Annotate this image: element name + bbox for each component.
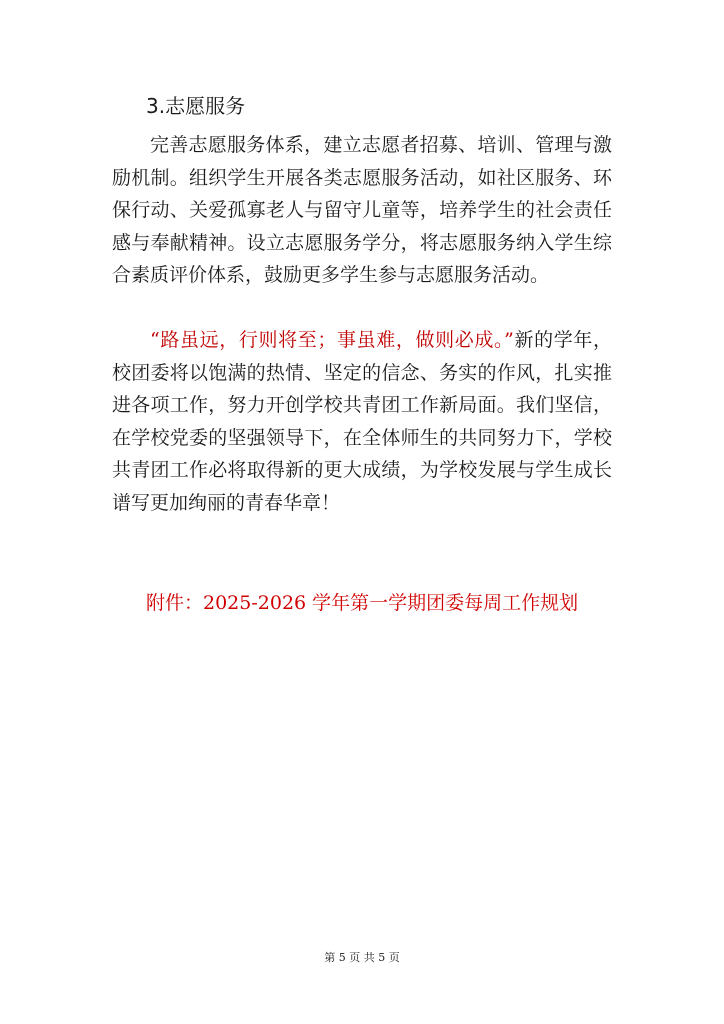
closing-text: 新的学年，校团委将以饱满的热情、坚定的信念、务实的作风，扎实推进各项工作，努力开创学校共青团工作新局面。我们坚信，在学校党委的坚强领导下，在全体师生的共同努力下，学校共青团工作必将取得新的更大成绩，为学校发展与学生成长谱写更加绚丽的青春华章！ xyxy=(112,329,612,514)
section-heading: 3.志愿服务 xyxy=(146,94,246,118)
paragraph-closing xyxy=(112,324,612,520)
page-number-footer: 第 5 页 共 5 页 xyxy=(324,951,400,964)
attachment-note: 附件：2025-2026 学年第一学期团委每周工作规划 xyxy=(146,592,579,614)
closing-quote: “路虽远，行则将至；事虽难，做则必成。” xyxy=(150,329,514,351)
paragraph-volunteer-service: 完善志愿服务体系，建立志愿者招募、培训、管理与激励机制。组织学生开展各类志愿服务活动，如社区服务、环保行动、关爱孤寡老人与留守儿童等，培养学生的社会责任感与奉献精神。设立志愿服务学分，将志愿服务纳入学生综合素质评价体系，鼓励更多学生参与志愿服务活动。 xyxy=(112,134,612,287)
